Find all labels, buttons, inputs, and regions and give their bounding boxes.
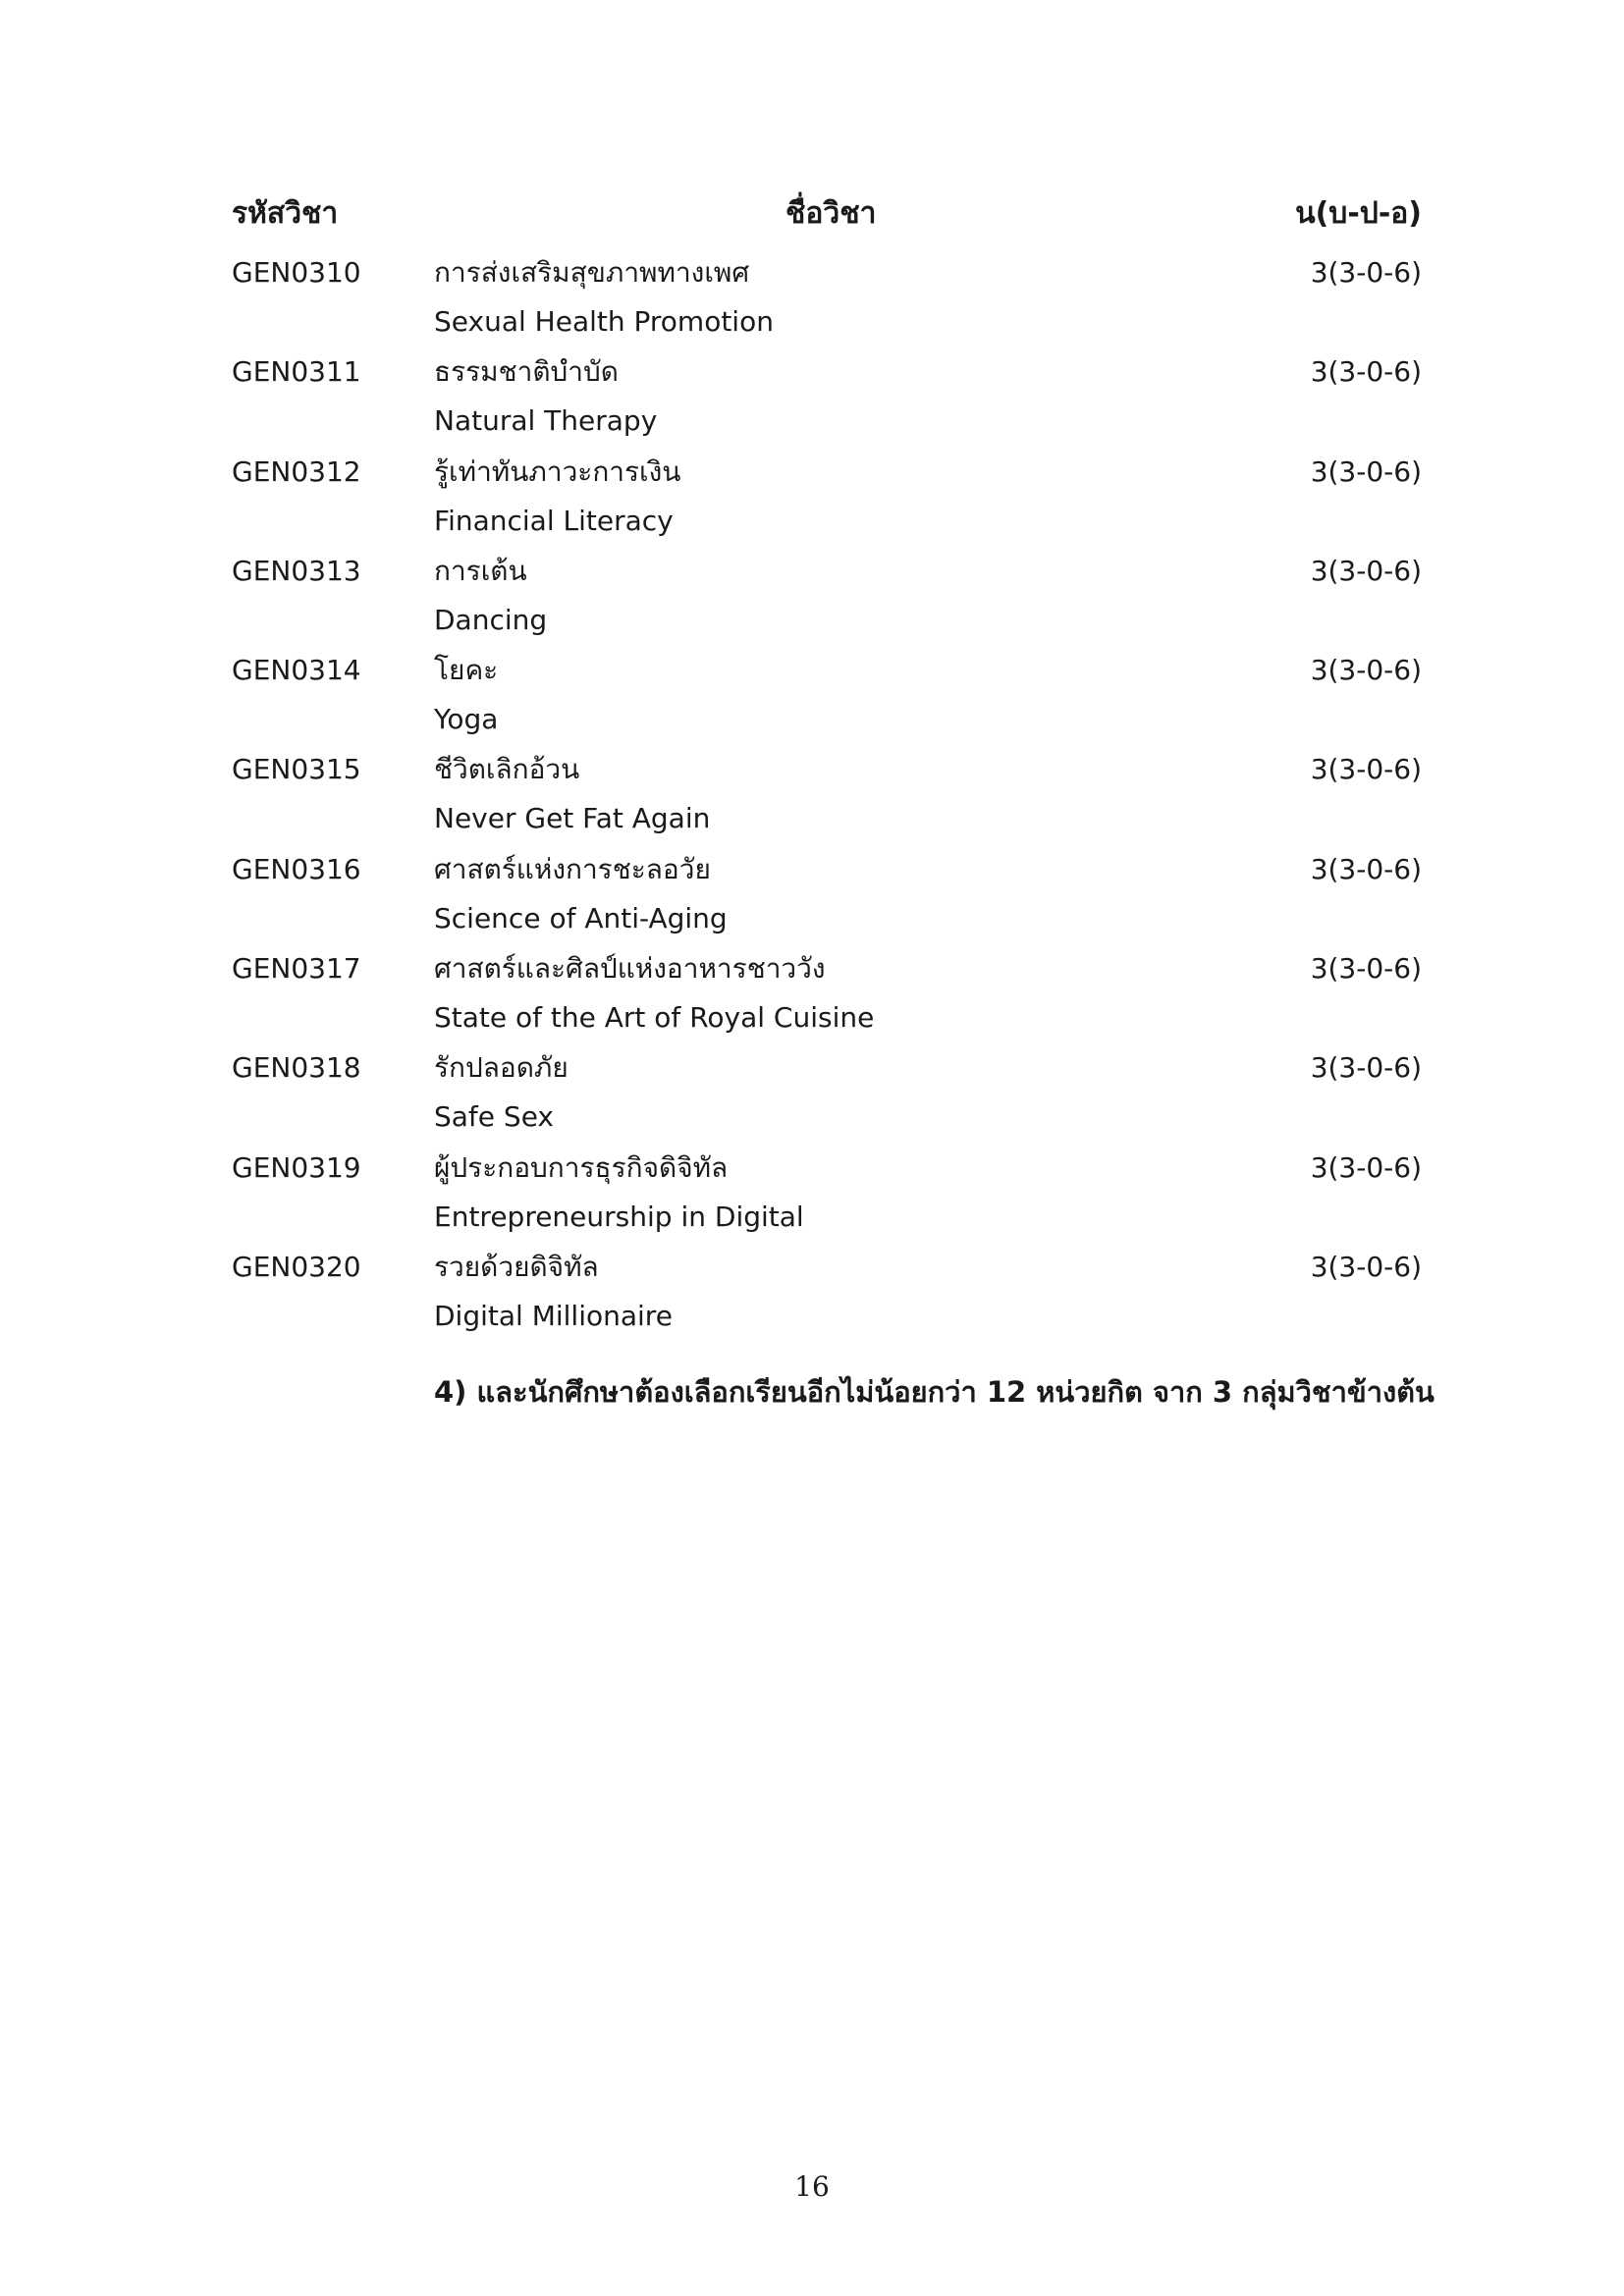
course-code: GEN0315 (232, 753, 361, 786)
course-name-english: Financial Literacy (434, 504, 674, 537)
course-code: GEN0318 (232, 1051, 361, 1085)
course-name-thai: โยคะ (434, 654, 499, 687)
course-row (232, 750, 1422, 849)
course-code: GEN0317 (232, 952, 361, 986)
course-list (232, 253, 1422, 1347)
course-name-english: State of the Art of Royal Cuisine (434, 1001, 875, 1035)
course-row (232, 1048, 1422, 1148)
course-name-thai: รวยด้วยดิจิทัล (434, 1250, 599, 1283)
course-credits: 3(3-0-6) (1310, 1250, 1422, 1283)
course-name-thai: ธรรมชาติบำบัด (434, 355, 619, 389)
course-name-english: Sexual Health Promotion (434, 305, 774, 338)
course-name-thai: รู้เท่าทันภาวะการเงิน (434, 454, 681, 488)
course-name-english: Yoga (434, 703, 499, 736)
course-name-english: Entrepreneurship in Digital (434, 1200, 804, 1233)
course-row (232, 352, 1422, 452)
course-credits: 3(3-0-6) (1310, 952, 1422, 986)
course-name-thai: การเต้น (434, 554, 527, 587)
course-name-english: Science of Anti-Aging (434, 901, 728, 934)
header-course-code: รหัสวิชา (232, 196, 339, 231)
course-name-english: Dancing (434, 603, 548, 636)
course-name-thai: การส่งเสริมสุขภาพทางเพศ (434, 256, 750, 289)
course-credits: 3(3-0-6) (1310, 256, 1422, 289)
course-credits: 3(3-0-6) (1310, 753, 1422, 786)
course-name-english: Never Get Fat Again (434, 802, 711, 835)
course-code: GEN0320 (232, 1250, 361, 1283)
course-row (232, 1248, 1422, 1347)
course-name-english: Safe Sex (434, 1100, 554, 1134)
course-code: GEN0313 (232, 554, 361, 587)
course-code: GEN0316 (232, 852, 361, 885)
course-name-english: Digital Millionaire (434, 1299, 673, 1332)
course-row (232, 552, 1422, 651)
course-name-thai: ผู้ประกอบการธุรกิจดิจิทัล (434, 1150, 729, 1184)
course-credits: 3(3-0-6) (1310, 355, 1422, 389)
course-credits: 3(3-0-6) (1310, 554, 1422, 587)
course-row (232, 850, 1422, 949)
course-name-thai: ศาสตร์แห่งการชะลอวัย (434, 852, 711, 885)
course-code: GEN0314 (232, 654, 361, 687)
course-row (232, 1148, 1422, 1248)
course-code: GEN0310 (232, 256, 361, 289)
page-number: 16 (794, 2170, 830, 2203)
course-code: GEN0319 (232, 1150, 361, 1184)
course-code: GEN0311 (232, 355, 361, 389)
header-credits: น(บ-ป-อ) (1295, 196, 1422, 231)
course-credits: 3(3-0-6) (1310, 1150, 1422, 1184)
course-name-thai: ชีวิตเลิกอ้วน (434, 753, 580, 786)
course-row (232, 453, 1422, 552)
course-credits: 3(3-0-6) (1310, 454, 1422, 488)
course-name-thai: รักปลอดภัย (434, 1051, 568, 1085)
course-credits: 3(3-0-6) (1310, 1051, 1422, 1085)
course-name-english: Natural Therapy (434, 404, 658, 438)
course-credits: 3(3-0-6) (1310, 852, 1422, 885)
course-row (232, 949, 1422, 1048)
requirement-note: 4) และนักศึกษาต้องเลือกเรียนอีกไม่น้อยกว่า 12 หน่วยกิต จาก 3 กลุ่มวิชาข้างต้น (434, 1375, 1435, 1409)
course-name-thai: ศาสตร์และศิลป์แห่งอาหารชาววัง (434, 952, 826, 986)
course-code: GEN0312 (232, 454, 361, 488)
course-credits: 3(3-0-6) (1310, 654, 1422, 687)
header-course-name: ชื่อวิชา (785, 196, 877, 231)
course-row (232, 651, 1422, 750)
course-row (232, 253, 1422, 352)
